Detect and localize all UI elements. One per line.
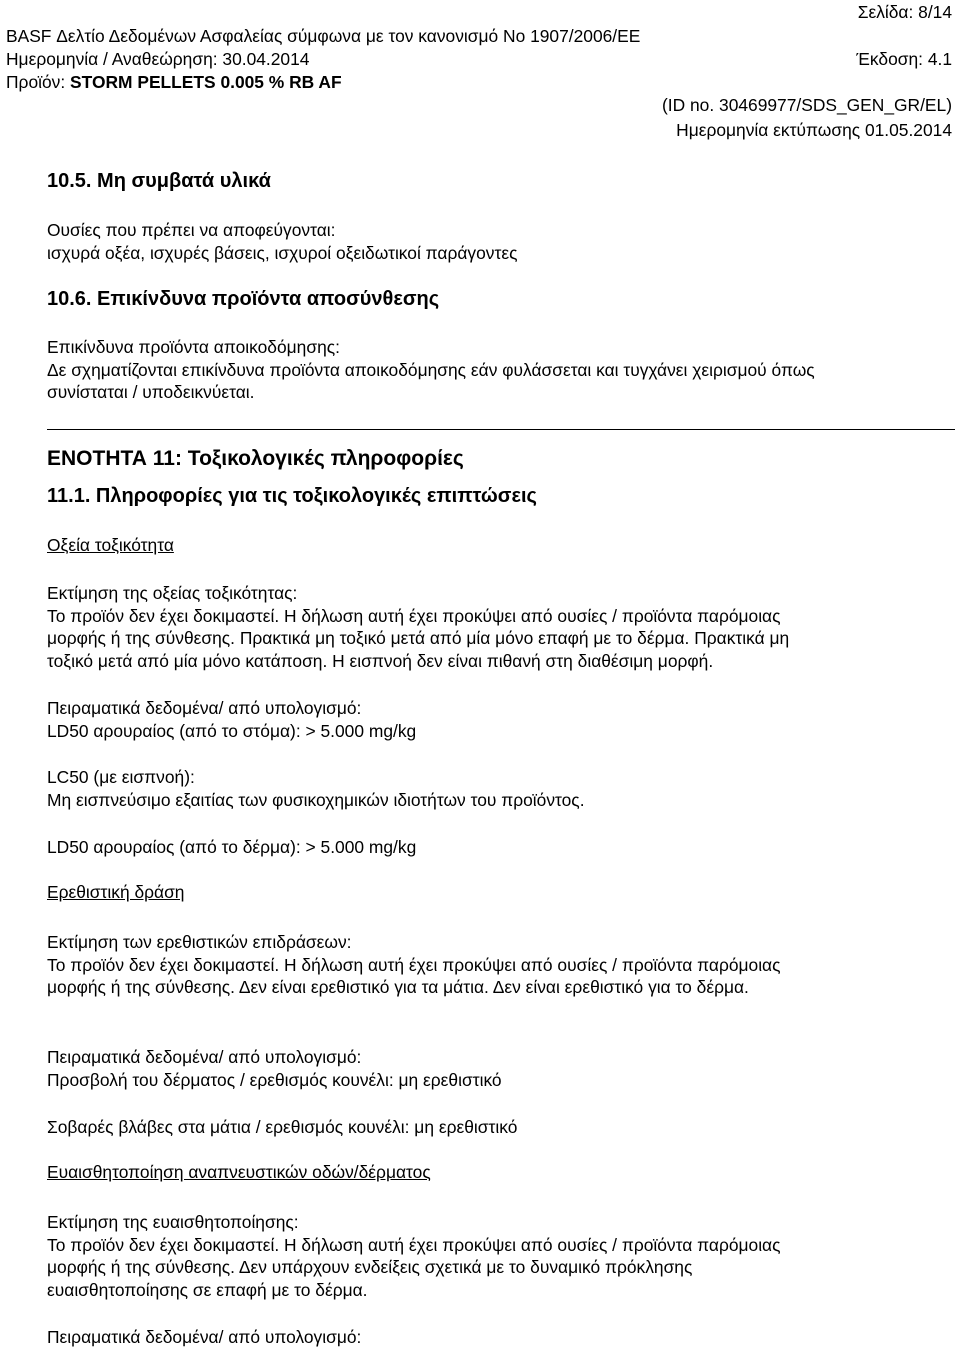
decomposition-line-2: συνίσταται / υποδεικνύεται. <box>47 382 255 402</box>
id-number: (ID no. 30469977/SDS_GEN_GR/EL) <box>662 95 952 115</box>
irritation-label: Εκτίμηση των ερεθιστικών επιδράσεων: <box>47 932 352 952</box>
incompatible-label: Ουσίες που πρέπει να αποφεύγονται: <box>47 220 336 240</box>
section-11-heading: ΕΝΟΤΗΤΑ 11: Τοξικολογικές πληροφορίες <box>47 447 464 470</box>
ld50-dermal: LD50 αρουραίος (από το δέρμα): > 5.000 mg/kg <box>47 837 417 857</box>
irritation-line-1: Το προϊόν δεν έχει δοκιμαστεί. Η δήλωση αυτή έχει προκύψει από ουσίες / προϊόντα παρόμοιας <box>47 954 781 975</box>
product-prefix: Προϊόν: <box>6 72 71 92</box>
version: Έκδοση: 4.1 <box>856 49 952 69</box>
irritation-body <box>47 931 917 999</box>
skin-irritation: Προσβολή του δέρματος / ερεθισμός κουνέλι: μη ερεθιστικό <box>47 1069 502 1090</box>
acute-line-2: μορφής ή της σύνθεσης. Πρακτικά μη τοξικό μετά από μία μόνο επαφή με το δέρμα. Πρακτικά μη <box>47 628 790 648</box>
section-10-6-body <box>47 336 917 404</box>
section-10-5-heading: 10.5. Μη συμβατά υλικά <box>47 170 271 192</box>
product-line <box>6 71 342 93</box>
lc50-text: Μη εισπνεύσιμο εξαιτίας των φυσικοχημικών ιδιοτήτων του προϊόντος. <box>47 789 585 810</box>
acute-label: Εκτίμηση της οξείας τοξικότητας: <box>47 583 298 603</box>
sensitization-line-1: Το προϊόν δεν έχει δοκιμαστεί. Η δήλωση αυτή έχει προκύψει από ουσίες / προϊόντα παρόμοιας <box>47 1234 781 1255</box>
sensitization-label: Εκτίμηση της ευαισθητοποίησης: <box>47 1212 299 1232</box>
irritation-line-2: μορφής ή της σύνθεσης. Δεν είναι ερεθιστικό για τα μάτια. Δεν είναι ερεθιστικό για το δέρμα. <box>47 977 749 997</box>
acute-experimental <box>47 697 917 742</box>
eye-irritation: Σοβαρές βλάβες στα μάτια / ερεθισμός κουνέλι: μη ερεθιστικό <box>47 1117 518 1137</box>
acute-toxicity-body <box>47 582 917 672</box>
sensitization-title: Ευαισθητοποίηση αναπνευστικών οδών/δέρματος <box>47 1162 431 1182</box>
sensitization-line-2: μορφής ή της σύνθεσης. Δεν υπάρχουν ενδείξεις σχετικά με το δυναμικό πρόκλησης <box>47 1257 693 1277</box>
document-title: BASF Δελτίο Δεδομένων Ασφαλείας σύμφωνα με τον κανονισμό Νο 1907/2006/ΕΕ <box>6 26 641 46</box>
acute-toxicity-title: Οξεία τοξικότητα <box>47 535 174 555</box>
acute-line-3: τοξικό μετά από μία μόνο κατάποση. Η εισπνοή δεν είναι πιθανή στη διαθέσιμη μορφή. <box>47 650 714 671</box>
section-11-1-heading: 11.1. Πληροφορίες για τις τοξικολογικές επιπτώσεις <box>47 485 537 507</box>
irritation-title: Ερεθιστική δράση <box>47 882 185 902</box>
acute-exp-label: Πειραματικά δεδομένα/ από υπολογισμό: <box>47 698 362 718</box>
ld50-dermal-block <box>47 836 917 859</box>
decomposition-line-1: Δε σχηματίζονται επικίνδυνα προϊόντα αποικοδόμησης εάν φυλάσσεται και τυγχάνει χειρισμού όπως <box>47 359 815 380</box>
product-name: STORM PELLETS 0.005 % RB AF <box>70 72 342 92</box>
page-number: Σελίδα: 8/14 <box>857 2 952 22</box>
section-divider <box>47 429 955 430</box>
eye-irritation-block <box>47 1116 917 1139</box>
decomposition-label: Επικίνδυνα προϊόντα αποικοδόμησης: <box>47 337 340 357</box>
sensitization-experimental <box>47 1326 917 1349</box>
section-10-5-body <box>47 219 917 264</box>
sensitization-line-3: ευαισθητοποίησης σε επαφή με το δέρμα. <box>47 1279 368 1300</box>
sensitization-exp-label: Πειραματικά δεδομένα/ από υπολογισμό: <box>47 1327 362 1347</box>
section-10-6-heading: 10.6. Επικίνδυνα προϊόντα αποσύνθεσης <box>47 288 440 310</box>
incompatible-text: ισχυρά οξέα, ισχυρές βάσεις, ισχυροί οξειδωτικοί παράγοντες <box>47 242 518 263</box>
lc50-label: LC50 (με εισπνοή): <box>47 767 195 787</box>
irritation-experimental <box>47 1046 917 1091</box>
revision-date: Ημερομηνία / Αναθεώρηση: 30.04.2014 <box>6 49 310 69</box>
acute-line-1: Το προϊόν δεν έχει δοκιμαστεί. Η δήλωση αυτή έχει προκύψει από ουσίες / προϊόντα παρόμοιας <box>47 605 781 626</box>
irritation-exp-label: Πειραματικά δεδομένα/ από υπολογισμό: <box>47 1047 362 1067</box>
sensitization-body <box>47 1211 917 1301</box>
print-date: Ημερομηνία εκτύπωσης 01.05.2014 <box>676 120 952 140</box>
lc50-block <box>47 766 917 811</box>
ld50-oral: LD50 αρουραίος (από το στόμα): > 5.000 mg/kg <box>47 720 417 741</box>
